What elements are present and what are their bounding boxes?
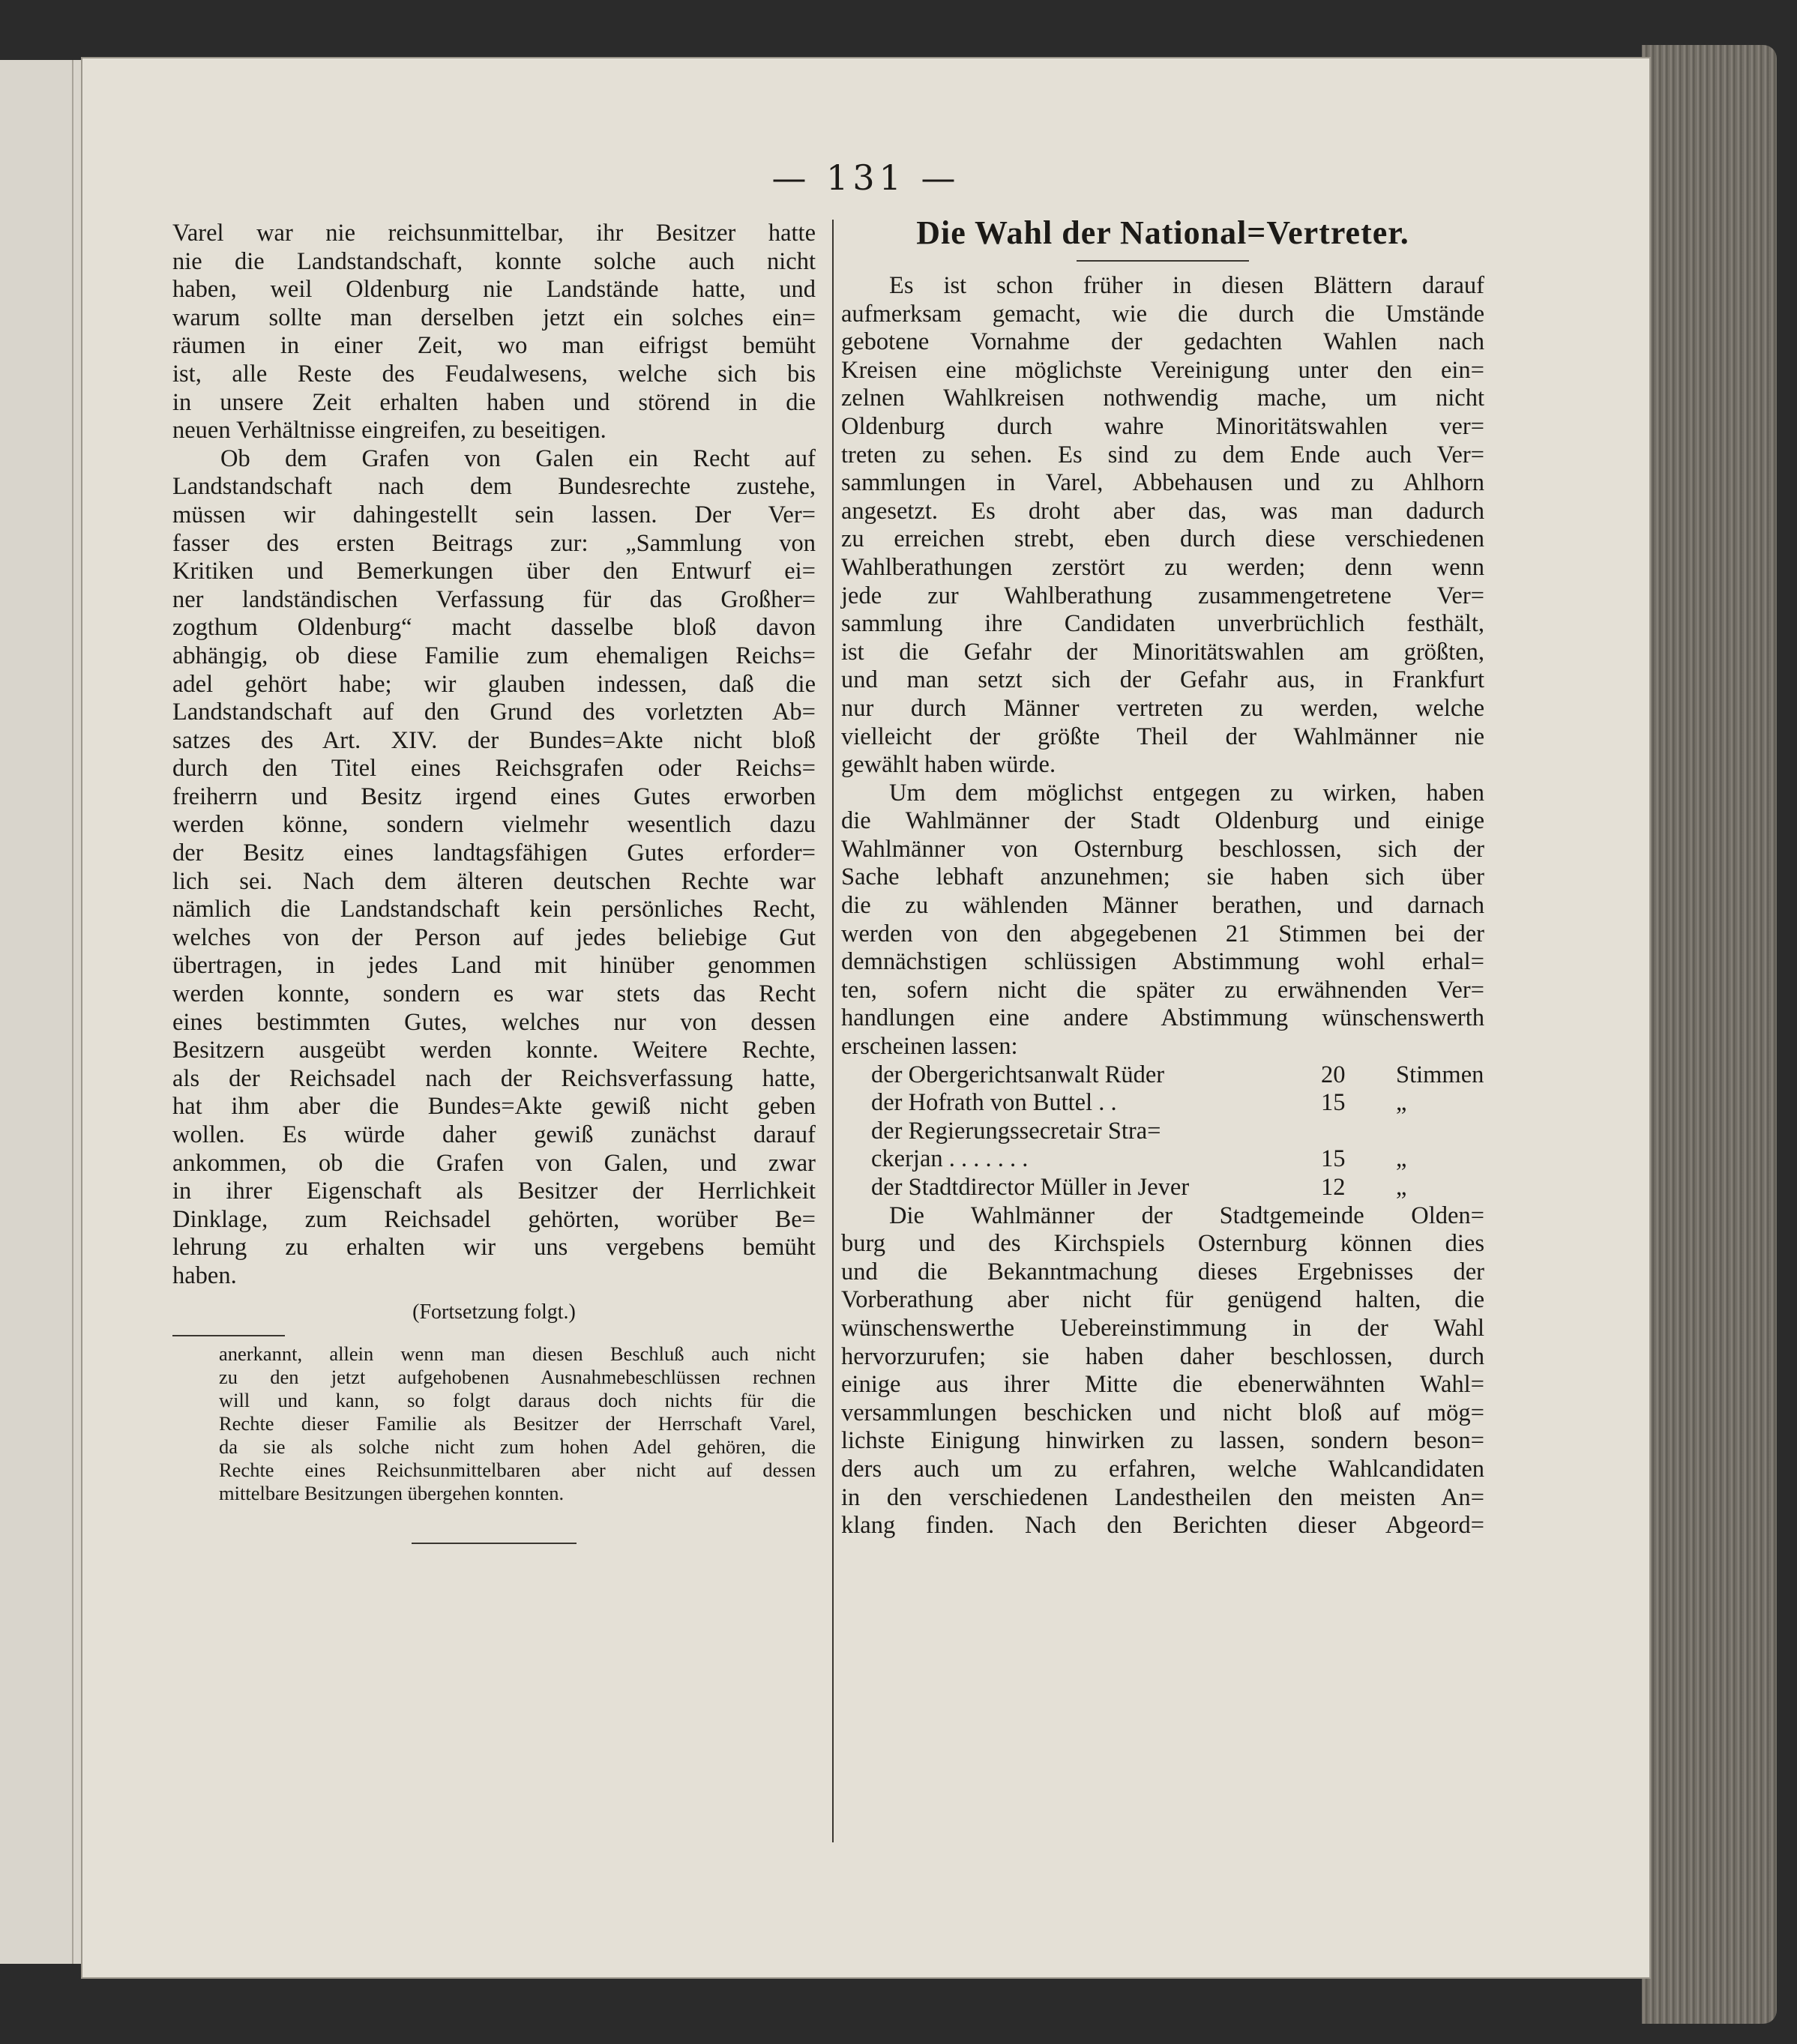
- vote-count: 20: [1321, 1061, 1346, 1088]
- text-line: werden könne, sondern vielmehr wesentlich dazu: [172, 811, 816, 839]
- text-line: Kritiken und Bemerkungen über den Entwurf ei=: [172, 558, 816, 585]
- previous-page-edge: [0, 60, 85, 1964]
- text-line: hat ihm aber die Bundes=Akte gewiß nicht geben: [172, 1093, 816, 1121]
- vote-count: 15: [1321, 1145, 1346, 1173]
- text-line: fasser des ersten Beitrags zur: „Sammlung von: [172, 529, 816, 557]
- vote-list: [841, 1061, 1484, 1202]
- article-title: Die Wahl der National=Vertreter.: [916, 214, 1409, 251]
- text-line: Landstandschaft nach dem Bundesrechte zustehe,: [172, 473, 816, 501]
- text-line: nur durch Männer vertreten zu werden, welche: [841, 694, 1484, 722]
- text-line: in ihrer Eigenschaft als Besitzer der Herrlichkeit: [172, 1178, 816, 1205]
- left-body-text: [172, 220, 816, 1291]
- text-line: aufmerksam gemacht, wie die durch die Umstände: [841, 300, 1484, 328]
- vote-count: [1321, 1118, 1396, 1146]
- text-line: sammlung ihre Candidaten unverbrüchlich festhält,: [841, 610, 1484, 638]
- vote-row: [841, 1174, 1484, 1202]
- text-line: einige aus ihrer Mitte die ebenerwähnten Wahl=: [841, 1371, 1484, 1399]
- text-line: versammlungen beschicken und nicht bloß auf mög=: [841, 1399, 1484, 1426]
- text-line: räumen in einer Zeit, wo man eifrigst bemüht: [172, 332, 816, 360]
- text-line: wollen. Es würde daher gewiß zunächst darauf: [172, 1121, 816, 1148]
- right-column: [841, 214, 1484, 1540]
- text-line: treten zu sehen. Es sind zu dem Ende auch Ver=: [841, 441, 1484, 468]
- text-line: gewählt haben würde.: [841, 751, 1056, 779]
- text-line: lich sei. Nach dem älteren deutschen Rechte war: [172, 867, 816, 895]
- text-line: lichste Einigung hinwirken zu lassen, sondern beson=: [841, 1427, 1484, 1455]
- text-line: zu den jetzt aufgehobenen Ausnahmebeschlüssen rechnen: [219, 1366, 816, 1389]
- text-line: Varel war nie reichsunmittelbar, ihr Besitzer hatte: [172, 220, 816, 247]
- text-line: angesetzt. Es droht aber das, was man dadurch: [841, 497, 1484, 525]
- title-rule: [1077, 260, 1249, 262]
- footnote-text: [172, 1342, 816, 1505]
- text-line: handlungen eine andere Abstimmung wünschenswerth: [841, 1004, 1484, 1032]
- text-line: klang finden. Nach den Berichten dieser Abgeord=: [841, 1512, 1484, 1540]
- text-line: Wahlberathungen zerstört zu werden; denn wenn: [841, 553, 1484, 581]
- vote-row: [841, 1145, 1484, 1174]
- text-line: ders auch um zu erfahren, welche Wahlcandidaten: [841, 1455, 1484, 1483]
- text-line: ten, sofern nicht die später zu erwähnenden Ver=: [841, 976, 1484, 1004]
- text-line: in den verschiedenen Landestheilen den meisten An=: [841, 1483, 1484, 1511]
- column-divider: [832, 220, 834, 1842]
- text-line: Rechte dieser Familie als Besitzer der Herrschaft Varel,: [219, 1412, 816, 1435]
- text-line: haben.: [172, 1261, 237, 1289]
- text-line: Landstandschaft auf den Grund des vorletzten Ab=: [172, 699, 816, 726]
- text-line: Rechte eines Reichsunmittelbaren aber nicht auf dessen: [219, 1459, 816, 1482]
- footnote-rule: [172, 1335, 285, 1336]
- text-line: Dinklage, zum Reichsadel gehörten, worüber Be=: [172, 1205, 816, 1233]
- left-column: [172, 220, 816, 1544]
- vote-unit: „: [1396, 1174, 1407, 1201]
- text-line: eines bestimmten Gutes, welches nur von dessen: [172, 1008, 816, 1036]
- text-line: Oldenburg durch wahre Minoritätswahlen ver=: [841, 412, 1484, 440]
- text-line: jede zur Wahlberathung zusammengetretene Ver=: [841, 582, 1484, 609]
- text-line: warum sollte man derselben jetzt ein solches ein=: [172, 304, 816, 331]
- text-line: in unsere Zeit erhalten haben und störend in die: [172, 388, 816, 416]
- text-line: demnächstigen schlüssigen Abstimmung wohl erhal=: [841, 948, 1484, 976]
- text-line: anerkannt, allein wenn man diesen Beschluß auch nicht: [219, 1342, 816, 1366]
- article-paragraph-2: [841, 780, 1484, 1061]
- text-line: werden von den abgegebenen 21 Stimmen bei der: [841, 920, 1484, 947]
- book-page: [82, 58, 1649, 1977]
- text-line: lehrung zu erhalten wir uns vergebens bemüht: [172, 1234, 816, 1261]
- text-line: Sache lebhaft anzunehmen; sie haben sich über: [841, 863, 1484, 891]
- text-line: die Wahlmänner der Stadt Oldenburg und einige: [841, 807, 1484, 835]
- text-line: wünschenswerthe Uebereinstimmung in der Wahl: [841, 1314, 1484, 1342]
- book-page-stack: [1642, 45, 1777, 2024]
- vote-candidate: der Regierungssecretair Stra=: [871, 1117, 1161, 1145]
- vote-row: [841, 1118, 1484, 1146]
- text-line: adel gehört habe; wir glauben indessen, daß die: [172, 670, 816, 698]
- text-line: nämlich die Landstandschaft kein persönliches Recht,: [172, 896, 816, 923]
- text-line: durch den Titel eines Reichsgrafen oder Reichs=: [172, 755, 816, 783]
- text-line: der Besitz eines landtagsfähigen Gutes erforder=: [172, 839, 816, 867]
- text-line: erscheinen lassen:: [841, 1033, 1018, 1061]
- vote-unit: Stimmen: [1396, 1061, 1484, 1088]
- text-line: sammlungen in Varel, Abbehausen und zu Ahlhorn: [841, 469, 1484, 497]
- text-line: abhängig, ob diese Familie zum ehemaligen Reichs=: [172, 642, 816, 669]
- vote-row: [841, 1061, 1484, 1090]
- text-line: Die Wahlmänner der Stadtgemeinde Olden=: [889, 1202, 1484, 1229]
- text-line: ist die Gefahr der Minoritätswahlen am größten,: [841, 638, 1484, 666]
- text-line: burg und des Kirchspiels Osternburg können dies: [841, 1230, 1484, 1258]
- text-line: werden konnte, sondern es war stets das Recht: [172, 980, 816, 1008]
- text-line: gebotene Vornahme der gedachten Wahlen nach: [841, 328, 1484, 356]
- text-line: zogthum Oldenburg“ macht dasselbe bloß davon: [172, 614, 816, 642]
- continuation-note: (Fortsetzung folgt.): [412, 1300, 576, 1324]
- page-number-header: — 131 —: [771, 157, 960, 198]
- text-line: ist, alle Reste des Feudalwesens, welche sich bis: [172, 360, 816, 388]
- text-line: müssen wir dahingestellt sein lassen. Der Ver=: [172, 501, 816, 528]
- text-line: zelnen Wahlkreisen nothwendig mache, um nicht: [841, 385, 1484, 412]
- article-paragraph-1: [841, 272, 1484, 780]
- text-line: Vorberathung aber nicht für genügend halten, die: [841, 1286, 1484, 1314]
- text-line: Um dem möglichst entgegen zu wirken, haben: [889, 779, 1484, 807]
- text-line: freiherrn und Besitz irgend eines Gutes erworben: [172, 783, 816, 810]
- text-line: die zu wählenden Männer berathen, und darnach: [841, 892, 1484, 920]
- vote-count: 12: [1321, 1174, 1346, 1201]
- text-line: satzes des Art. XIV. der Bundes=Akte nicht bloß: [172, 726, 816, 754]
- text-line: ner landständischen Verfassung für das Großher=: [172, 585, 816, 613]
- end-rule: [412, 1543, 577, 1544]
- text-line: da sie als solche nicht zum hohen Adel gehören, die: [219, 1435, 816, 1459]
- vote-candidate: der Obergerichtsanwalt Rüder: [871, 1061, 1165, 1088]
- text-line: Ob dem Grafen von Galen ein Recht auf: [220, 444, 816, 472]
- vote-unit: „: [1396, 1145, 1407, 1173]
- vote-unit: [1396, 1118, 1514, 1146]
- vote-candidate: ckerjan . . . . . . .: [871, 1145, 1029, 1173]
- text-line: Kreisen eine möglichste Vereinigung unter den ein=: [841, 356, 1484, 384]
- text-line: als der Reichsadel nach der Reichsverfassung hatte,: [172, 1064, 816, 1092]
- text-line: nie die Landstandschaft, konnte solche auch nicht: [172, 247, 816, 275]
- article-paragraph-3: [841, 1202, 1484, 1540]
- text-line: Besitzern ausgeübt werden konnte. Weitere Rechte,: [172, 1037, 816, 1064]
- text-line: zu erreichen strebt, eben durch diese verschiedenen: [841, 525, 1484, 553]
- text-line: Wahlmänner von Osternburg beschlossen, sich der: [841, 835, 1484, 863]
- text-line: will und kann, so folgt daraus doch nichts für die: [219, 1389, 816, 1412]
- text-line: haben, weil Oldenburg nie Landstände hatte, und: [172, 276, 816, 304]
- vote-candidate: der Hofrath von Buttel . .: [871, 1089, 1117, 1117]
- vote-unit: „: [1396, 1089, 1407, 1117]
- vote-candidate: der Stadtdirector Müller in Jever: [871, 1174, 1190, 1201]
- text-line: und die Bekanntmachung dieses Ergebnisses der: [841, 1258, 1484, 1285]
- text-line: und man setzt sich der Gefahr aus, in Frankfurt: [841, 666, 1484, 694]
- text-line: Es ist schon früher in diesen Blättern darauf: [889, 272, 1484, 299]
- text-line: ankommen, ob die Grafen von Galen, und zwar: [172, 1149, 816, 1177]
- text-line: neuen Verhältnisse eingreifen, zu beseitigen.: [172, 417, 606, 444]
- vote-count: 15: [1321, 1089, 1346, 1117]
- text-line: vielleicht der größte Theil der Wahlmänner nie: [841, 723, 1484, 750]
- text-line: übertragen, in jedes Land mit hinüber genommen: [172, 952, 816, 980]
- text-line: mittelbare Besitzungen übergehen konnten.: [219, 1482, 565, 1505]
- vote-row: [841, 1089, 1484, 1118]
- text-line: welches von der Person auf jedes beliebige Gut: [172, 923, 816, 951]
- text-line: hervorzurufen; sie haben daher beschlossen, durch: [841, 1342, 1484, 1370]
